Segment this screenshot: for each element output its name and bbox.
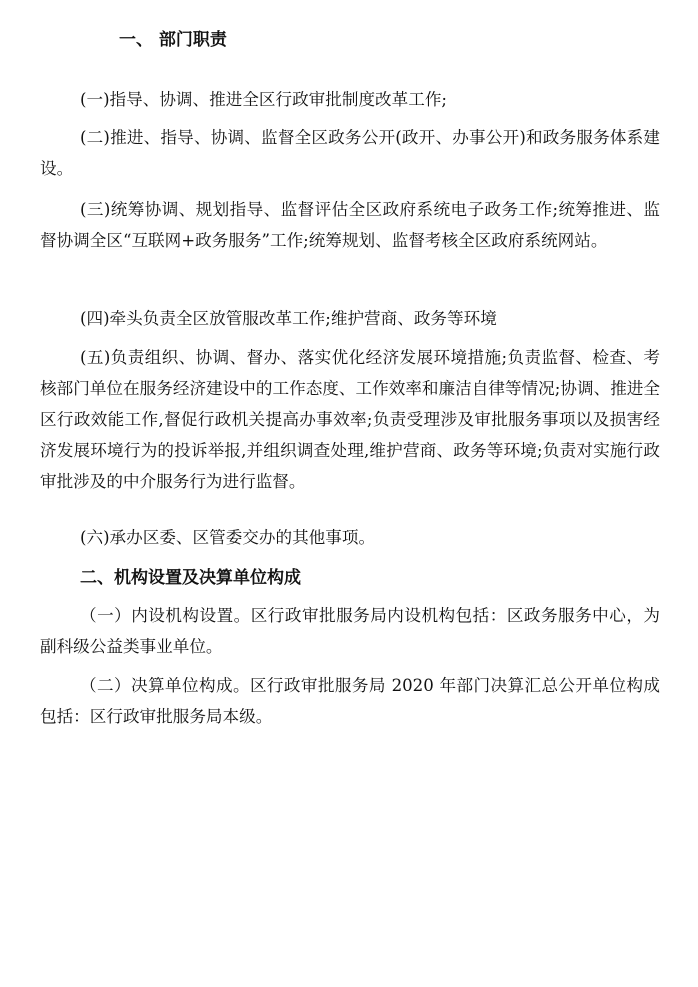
paragraph-duty-3: (三)统筹协调、规划指导、监督评估全区政府系统电子政务工作;统筹推进、监督协调全区“互联网+政务服务”工作;统筹规划、监督考核全区政府系统网站。 — [40, 200, 660, 250]
paragraph-duty-2: (二)推进、指导、协调、监督全区政务公开(政开、办事公开)和政务服务体系建设。 — [40, 128, 660, 178]
section-heading-organization: 二、机构设置及决算单位构成 — [80, 568, 301, 588]
paragraph-duty-4: (四)牵头负责全区放管服改革工作;维护营商、政务等环境 — [80, 309, 497, 328]
paragraph-duty-5: (五)负责组织、协调、督办、落实优化经济发展环境措施;负责监督、检查、考核部门单位在服务经济建设中的工作态度、工作效率和廉洁自律等情况;协调、推进全区行政效能工作,督促行政机关提高办事效率;负责受理涉及审批服务事项以及损害经济发展环境行为的投诉举报,并组织调查处理,维护营商、政务等环境;负责对实施行政审批涉及的中介服务行为进行监督。 — [40, 348, 660, 491]
section-heading-duties: 一、 部门职责 — [119, 30, 227, 50]
paragraph-duty-6: (六)承办区委、区管委交办的其他事项。 — [80, 528, 376, 547]
paragraph-duty-1: (一)指导、协调、推进全区行政审批制度改革工作; — [80, 90, 448, 109]
paragraph-org-2: （二）决算单位构成。区行政审批服务局 2020 年部门决算汇总公开单位构成包括：区行政审批服务局本级。 — [40, 676, 660, 726]
paragraph-org-1: （一）内设机构设置。区行政审批服务局内设机构包括：区政务服务中心，为副科级公益类事业单位。 — [40, 606, 660, 656]
